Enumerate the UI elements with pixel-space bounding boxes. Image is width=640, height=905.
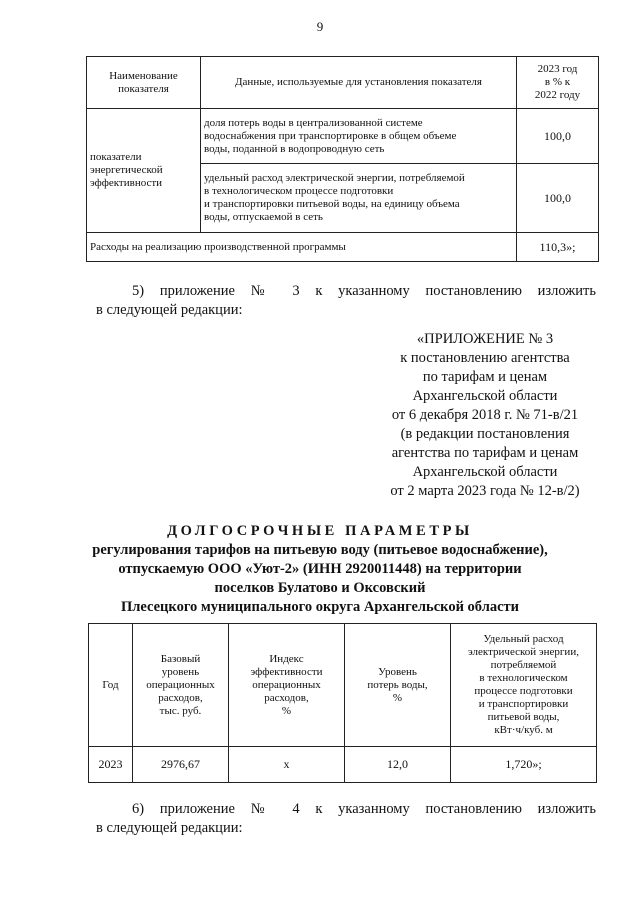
appendix-line: Архангельской области: [412, 464, 558, 480]
paragraph-5-line-2: в следующей редакции:: [96, 302, 243, 318]
header-line: операционных: [146, 678, 215, 691]
t1-row-value: 100,0: [517, 164, 599, 233]
t1-footer-label: Расходы на реализацию производственной программы: [87, 233, 517, 262]
energy-efficiency-table: [86, 56, 599, 262]
title-line: Плесецкого муниципального округа Архангельской области: [120, 599, 519, 615]
appendix-header: [370, 330, 600, 501]
header-line: Индекс: [269, 652, 304, 665]
page-number: 9: [316, 19, 324, 34]
word: 5): [132, 283, 145, 299]
text-line: доля потерь воды в централизованной системе: [204, 116, 423, 129]
header-line: кВт·ч/куб. м: [494, 724, 553, 736]
document-title: [60, 522, 580, 617]
word: приложение: [159, 801, 235, 817]
t1-row-text: [201, 164, 517, 233]
paragraph-5-line-1: [96, 282, 596, 301]
text-line: в технологическом процессе подготовки: [204, 185, 394, 197]
header-line: эффективности: [250, 665, 323, 678]
header-line: Удельный расход: [483, 633, 564, 645]
text-line: водоснабжения при транспортировке в общем объеме: [204, 129, 457, 142]
long-term-parameters-table: [88, 623, 597, 783]
header-line: %: [392, 691, 403, 704]
word: к: [315, 283, 323, 299]
t1-group-label: показатели энергетической эффективности: [87, 109, 201, 233]
header-line: тыс. руб.: [159, 704, 202, 717]
text-line: и транспортировки питьевой воды, на единицу объема: [204, 198, 460, 210]
header-line: электрической энергии,: [468, 646, 579, 658]
title-line: отпускаемую ООО «Уют-2» (ИНН 2920011448) на территории: [118, 561, 522, 577]
t2-cell-year: 2023: [89, 747, 133, 783]
header-line: потерь воды,: [367, 678, 428, 691]
title-heading: ДОЛГОСРОЧНЫЕ ПАРАМЕТРЫ: [167, 523, 473, 539]
title-line: поселков Булатово и Оксовский: [214, 580, 426, 596]
t2-header-energy-consumption: [451, 624, 597, 747]
word: указанному: [338, 801, 410, 817]
t2-header-base-costs: [133, 624, 229, 747]
t1-header-year: [517, 57, 599, 109]
word: постановлению: [425, 801, 522, 817]
title-line: регулирования тарифов на питьевую воду (питьевое водоснабжение),: [92, 542, 548, 558]
header-line: Базовый: [160, 652, 201, 665]
appendix-line: Архангельской области: [412, 388, 558, 404]
word: 3: [292, 283, 300, 299]
header-line: Уровень: [378, 665, 417, 678]
appendix-line: (в редакции постановления: [400, 426, 570, 442]
word: указанному: [338, 283, 410, 299]
header-line: питьевой воды,: [487, 711, 560, 723]
paragraph-6-line-2: в следующей редакции:: [96, 820, 243, 836]
text-line: удельный расход электрической энергии, потребляемой: [204, 172, 465, 184]
word: изложить: [537, 801, 596, 817]
t1-header-year-line: в % к: [544, 76, 571, 88]
paragraph-6: [96, 800, 596, 838]
appendix-line: по тарифам и ценам: [422, 369, 548, 385]
appendix-line: к постановлению агентства: [400, 350, 570, 366]
word: к: [315, 801, 323, 817]
appendix-line: агентства по тарифам и ценам: [391, 445, 579, 461]
appendix-line: от 6 декабря 2018 г. № 71-в/21: [391, 407, 579, 423]
header-line: процессе подготовки: [474, 685, 573, 697]
t1-header-year-line: 2022 году: [534, 89, 581, 101]
appendix-line: от 2 марта 2023 года № 12-в/2): [390, 483, 580, 499]
word: 4: [292, 801, 300, 817]
t2-header-year: [89, 624, 133, 747]
header-line: потребляемой: [490, 659, 557, 671]
t1-header-year-line: 2023 год: [537, 63, 578, 75]
t2-header-water-losses: [345, 624, 451, 747]
header-line: Год: [102, 678, 119, 691]
header-line: операционных: [252, 678, 321, 691]
header-line: %: [281, 704, 292, 717]
text-line: воды, поданной в водопроводную сеть: [204, 142, 385, 155]
text-line: воды, отпускаемой в сеть: [204, 211, 323, 223]
header-line: и транспортировки: [478, 698, 569, 710]
t1-row-text: [201, 109, 517, 164]
header-line: расходов,: [264, 691, 309, 704]
t1-footer-value: 110,3»;: [517, 233, 599, 262]
t2-header-efficiency-index: [229, 624, 345, 747]
t1-header-data: Данные, используемые для установления показателя: [201, 57, 517, 109]
appendix-line: «ПРИЛОЖЕНИЕ № 3: [416, 331, 554, 347]
t2-cell-energy-consumption: 1,720»;: [451, 747, 597, 783]
paragraph-5: [96, 282, 596, 320]
t1-row-value: 100,0: [517, 109, 599, 164]
t2-cell-base-costs: 2976,67: [133, 747, 229, 783]
word: №: [250, 283, 277, 299]
word: 6): [132, 801, 145, 817]
paragraph-6-line-1: [96, 800, 596, 819]
t1-header-indicator: Наименование показателя: [87, 57, 201, 109]
word: №: [250, 801, 277, 817]
word: постановлению: [425, 283, 522, 299]
header-line: в технологическом: [479, 672, 568, 684]
word: приложение: [159, 283, 235, 299]
t2-cell-water-losses: 12,0: [345, 747, 451, 783]
header-line: уровень: [161, 665, 200, 678]
word: изложить: [537, 283, 596, 299]
t2-cell-efficiency-index: х: [229, 747, 345, 783]
header-line: расходов,: [158, 691, 203, 704]
